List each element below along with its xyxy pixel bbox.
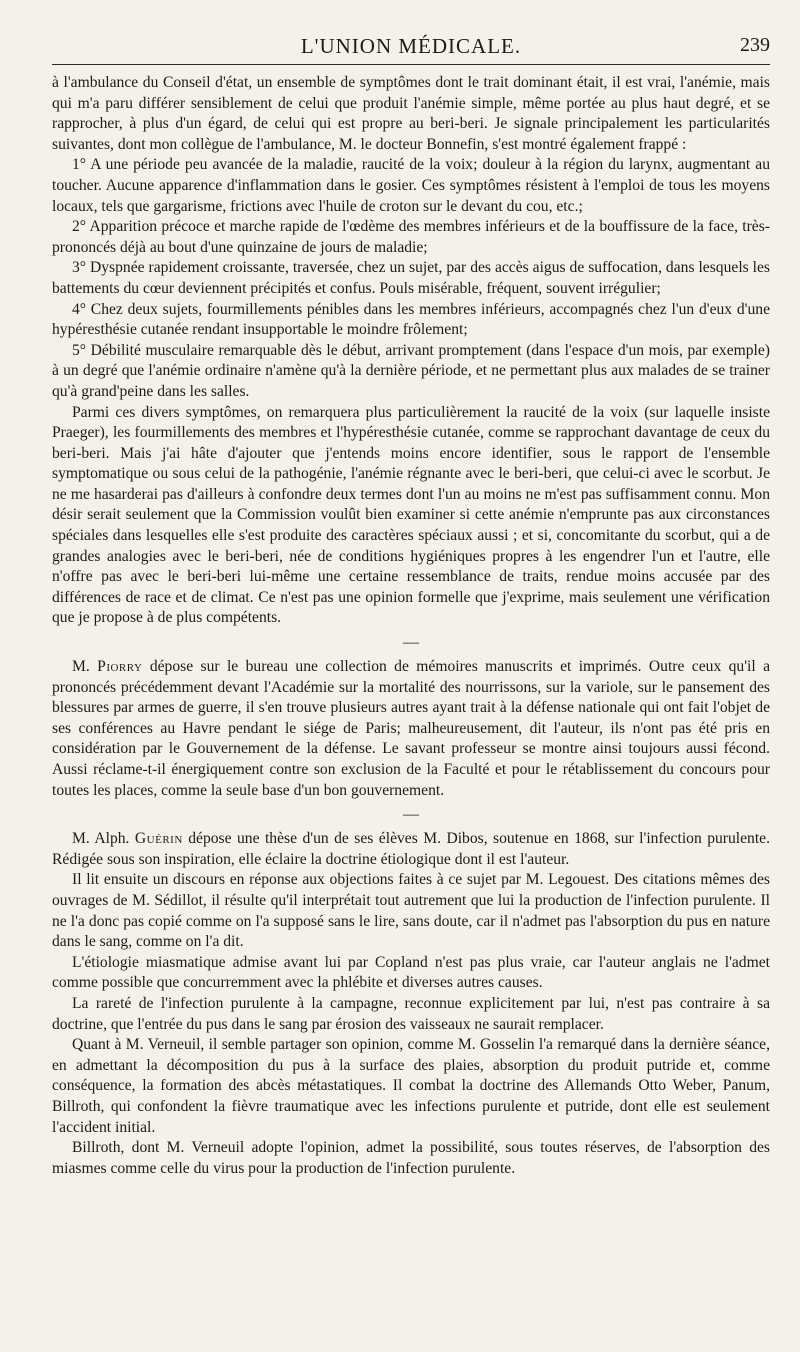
paragraph-piorry: [52, 657, 770, 801]
paragraph: 3° Dyspnée rapidement croissante, traversée, chez un sujet, par des accès aigus de suffocation, dans lesquels les battements du cœur deviennent précipités et confus. Pouls misérable, fréquent, souvent irrégulier;: [52, 259, 770, 297]
speaker-prefix: M. Alph.: [72, 830, 135, 848]
section-separator: —: [403, 806, 419, 824]
running-title: L'UNION MÉDICALE.: [300, 34, 522, 58]
paragraph: L'étiologie miasmatique admise avant lui par Copland n'est pas plus vraie, car l'auteur anglais ne l'admet comme possible que concurremment avec la phlébite et diverses autres causes.: [52, 953, 770, 992]
paragraph-guerin: [52, 829, 770, 870]
paragraph-text: dépose une thèse d'un de ses élèves M. Dibos, soutenue en 1868, sur l'infection purulente. Rédigée sous son inspiration, elle éclaire la doctrine étiologique dont il est l'auteur.: [52, 830, 770, 868]
paragraph: 4° Chez deux sujets, fourmillements pénibles dans les membres inférieurs, accompagnés chez l'un d'eux d'une hypéresthésie cutanée rendant insupportable le moindre frôlement;: [52, 300, 770, 339]
page-header: [52, 30, 770, 65]
article-body: [52, 73, 770, 1179]
speaker-prefix: M.: [72, 658, 98, 676]
paragraph: Quant à M. Verneuil, il semble partager son opinion, comme M. Gosselin l'a remarqué dans la dernière séance, en admettant la décomposition du pus à la surface des plaies, absorption du produit putride et, comme conséquence, la formation des abcès métastatiques. Il combat la doctrine des Allemands Otto Weber, Panum, Billroth, qui confondent la fièvre traumatique avec les infections purulente et putride, dont elle est seulement l'accident initial.: [52, 1036, 770, 1136]
section-separator: —: [403, 634, 419, 652]
paragraph: à l'ambulance du Conseil d'état, un ensemble de symptômes dont le trait dominant était, il est vrai, l'anémie, mais qui m'a paru différer sensiblement de celui que produit l'anémie simple, même portée au plus haut degré, et se rapprocher, à plus d'un égard, de celui qui est propre au beri-beri. Je signale principalement les particularités suivantes, dont mon collègue de l'ambulance, M. le docteur Bonnefin, s'est montré également frappé :: [52, 74, 770, 153]
speaker-name: Piorry: [97, 658, 143, 676]
speaker-name: Guérin: [134, 830, 183, 848]
paragraph: 1° A une période peu avancée de la maladie, raucité de la voix; douleur à la région du larynx, augmentant au toucher. Aucune apparence d'inflammation dans le gosier. Ces symptômes résistent à l'emploi de tous les moyens locaux, tels que gargarisme, frictions avec l'huile de croton sur le devant du cou, etc.;: [52, 156, 770, 215]
paragraph: 5° Débilité musculaire remarquable dès le début, arrivant promptement (dans l'espace d'un mois, par exemple) à un degré que l'anémie ordinaire n'amène qu'à la dernière période, et ne permettant plus aux malades de se trainer qu'à grand'peine dans les salles.: [52, 341, 770, 400]
paragraph-text: dépose sur le bureau une collection de mémoires manuscrits et imprimés. Outre ceux qu'il a prononcés précédemment devant l'Académie sur la mortalité des nourrissons, sur la variole, sur le pansement des blessures par armes de guerre, il s'en trouve plusieurs autres ayant trait à la défense nationale qui ont fait l'objet de ses conférences au Havre pendant le siége de Paris; malheureusement, dit l'auteur, ils n'ont pas été pris en considération par le Gouvernement de la défense. Le savant professeur se montre ainsi toujours aussi fécond. Aussi réclame-t-il énergiquement contre son exclusion de la Faculté et pour le rétablissement du concours pour toutes les places, comme la seule base d'un bon gouvernement.: [52, 658, 770, 799]
paragraph: Il lit ensuite un discours en réponse aux objections faites à ce sujet par M. Legouest. Des citations mêmes des ouvrages de M. Sédillot, il résulte qu'il interprétait tout autrement que lui la production de l'infection purulente. Il ne l'a donc pas copié comme on l'a supposé sans le lire, sans doute, car il n'admet pas l'absorption du pus en nature dans le sang, comme on l'a dit.: [52, 871, 770, 951]
paragraph: La rareté de l'infection purulente à la campagne, reconnue explicitement par lui, n'est pas contraire à sa doctrine, que l'entrée du pus dans le sang par érosion des vaisseaux ne saurait remplacer.: [52, 994, 770, 1033]
paragraph: 2° Apparition précoce et marche rapide de l'œdème des membres inférieurs et de la bouffissure de la face, très-prononcés déjà au bout d'une quinzaine de jours de maladie;: [52, 218, 770, 256]
paragraph: Billroth, dont M. Verneuil adopte l'opinion, admet la possibilité, sous toutes réserves, de l'absorption des miasmes comme celle du virus pour la production de l'infection purulente.: [52, 1139, 770, 1177]
page-number: 239: [740, 34, 770, 56]
paragraph: Parmi ces divers symptômes, on remarquera plus particulièrement la raucité de la voix (sur laquelle insiste Praeger), les fourmillements des membres et l'hypéresthésie cutanée, comme se rapprochant davantage de ceux du beri-beri. Mais j'ai hâte d'ajouter que j'entends moins encore identifier, sous le rapport de l'ensemble symptomatique ou sous celui de la pathogénie, l'anémie régnante avec le beri-beri, que celui-ci avec le scorbut. Je ne me hasarderai pas d'ailleurs à confondre deux termes dont l'un au moins ne m'est pas suffisamment connu. Mon désir serait seulement que la Commission voulût bien examiner si cette anémie n'emprunte pas aux circonstances spéciales dans lesquelles elle s'est produite des caractères spéciaux aussi ; et si, concomitante du scorbut, qui a de grandes analogies avec le beri-beri, née de conditions hygiéniques propres à les engendrer l'un et l'autre, elle n'offre pas avec le beri-beri lui-même une certaine ressemblance de traits, rendue moins accusée par des différences de race et de climat. Ce n'est pas une opinion formelle que j'exprime, mais seulement une vérification que je propose à de plus compétents.: [52, 403, 770, 627]
